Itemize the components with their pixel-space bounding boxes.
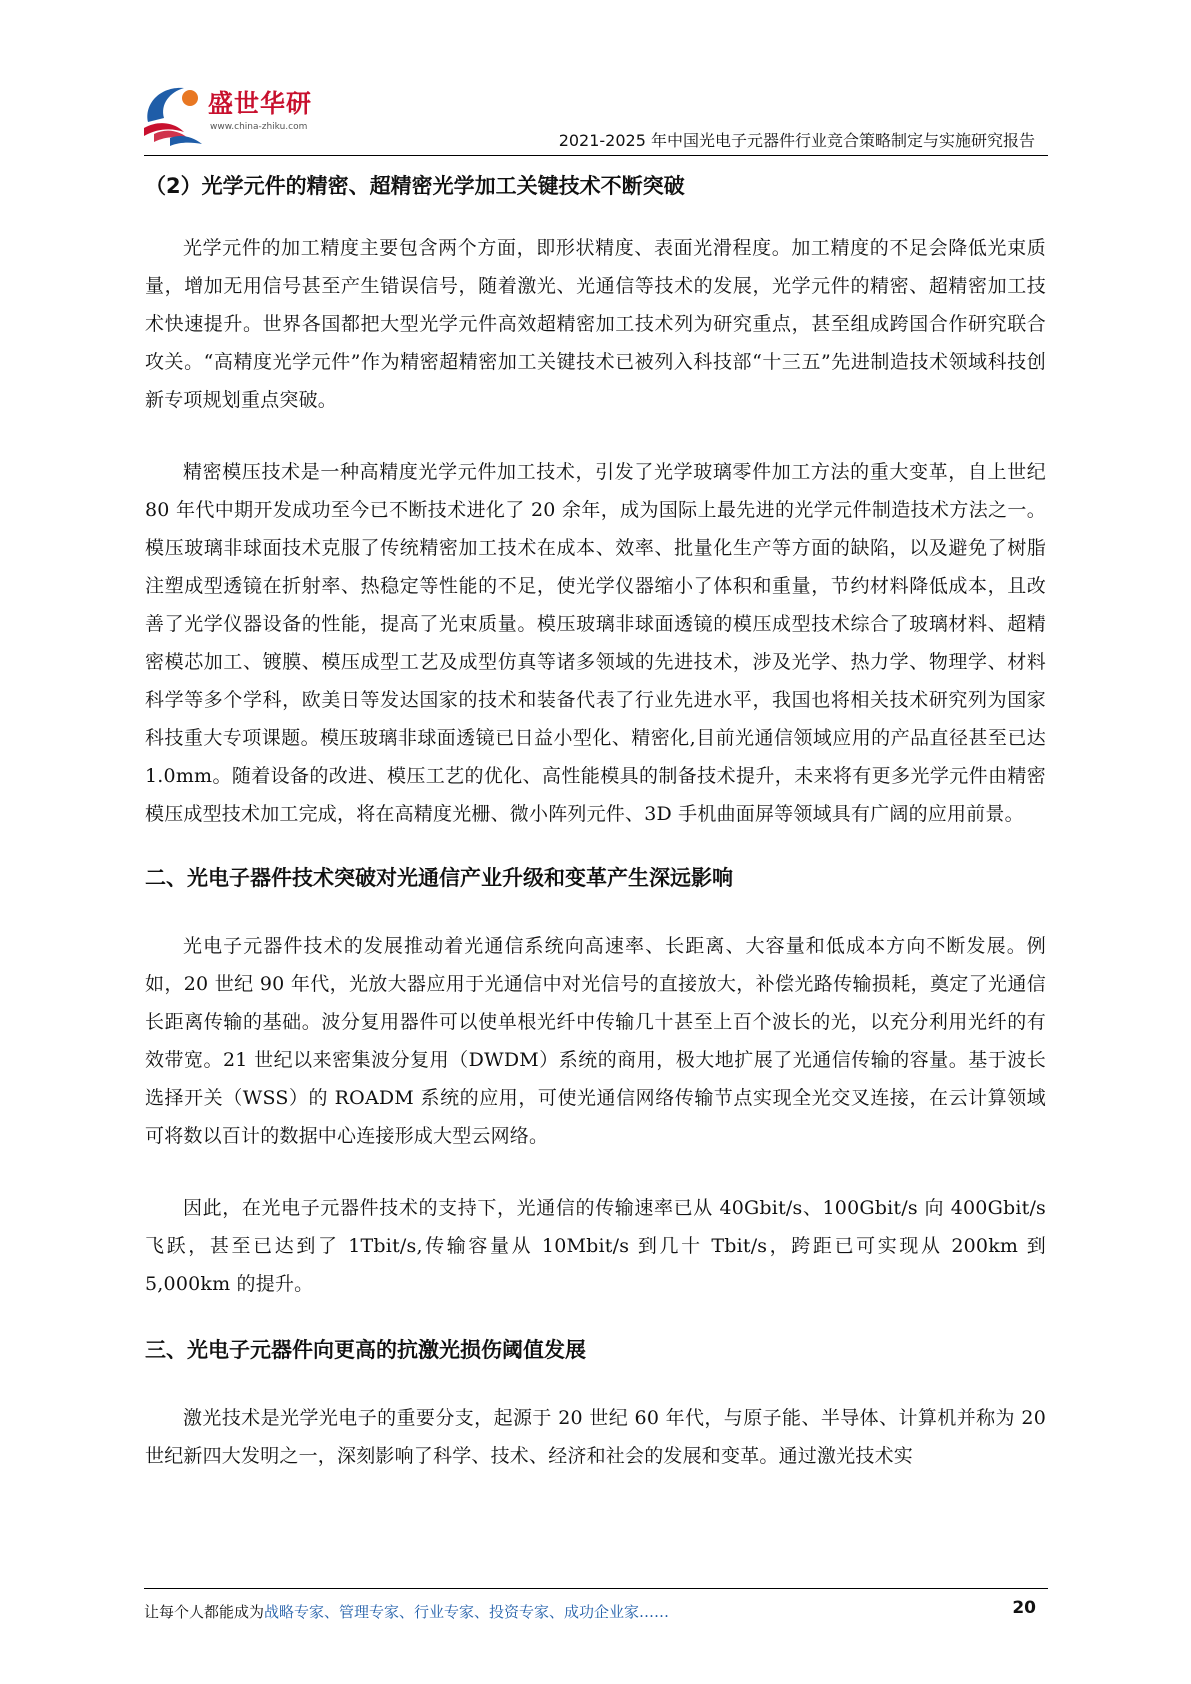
subheading-optical-precision: （2）光学元件的精密、超精密光学加工关键技术不断突破	[145, 174, 685, 198]
paragraph-laser-technology: 激光技术是光学光电子的重要分支，起源于 20 世纪 60 年代，与原子能、半导体、计算机并称为 20 世纪新四大发明之一，深刻影响了科学、技术、经济和社会的发展和变革。通过激光技术实	[145, 1407, 1046, 1467]
footer-slogan-highlight: 战略专家、管理专家、行业专家、投资专家、成功企业家……	[264, 1603, 670, 1621]
heading-laser-damage-threshold: 三、光电子元器件向更高的抗激光损伤阈值发展	[145, 1338, 586, 1362]
page-content	[145, 163, 1046, 1475]
heading-optical-communication-impact: 二、光电子器件技术突破对光通信产业升级和变革产生深远影响	[145, 866, 733, 890]
paragraph-communication-development: 光电子元器件技术的发展推动着光通信系统向高速率、长距离、大容量和低成本方向不断发展。例如，20 世纪 90 年代，光放大器应用于光通信中对光信号的直接放大，补偿光路传输损耗，奠定了光通信长距离传输的基础。波分复用器件可以使单根光纤中传输几十甚至上百个波长的光，以充分利用光纤的有效带宽。21 世纪以来密集波分复用（DWDM）系统的商用，极大地扩展了光通信传输的容量。基于波长选择开关（WSS）的 ROADM 系统的应用，可使光通信网络传输节点实现全光交叉连接，在云计算领域可将数以百计的数据中心连接形成大型云网络。	[145, 935, 1046, 1147]
company-logo	[140, 78, 313, 150]
paragraph-machining-accuracy: 光学元件的加工精度主要包含两个方面，即形状精度、表面光滑程度。加工精度的不足会降低光束质量，增加无用信号甚至产生错误信号，随着激光、光通信等技术的发展，光学元件的精密、超精密加工技术快速提升。世界各国都把大型光学元件高效超精密加工技术列为研究重点，甚至组成跨国合作研究联合攻关。“高精度光学元件”作为精密超精密加工关键技术已被列入科技部“十三五”先进制造技术领域科技创新专项规划重点突破。	[145, 237, 1046, 411]
header-divider	[144, 155, 1048, 156]
footer-slogan-prefix: 让每个人都能成为	[144, 1603, 265, 1621]
footer-slogan	[144, 1601, 669, 1622]
logo-name: 盛世华研	[208, 89, 313, 118]
page-number: 20	[1012, 1598, 1036, 1618]
logo-emblem-icon	[140, 78, 210, 150]
report-title: 2021-2025 年中国光电子元器件行业竞合策略制定与实施研究报告	[558, 131, 1035, 150]
paragraph-precision-molding: 精密模压技术是一种高精度光学元件加工技术，引发了光学玻璃零件加工方法的重大变革，自上世纪 80 年代中期开发成功至今已不断技术进化了 20 余年，成为国际上最先进的光学元件制造技术方法之一。模压玻璃非球面技术克服了传统精密加工技术在成本、效率、批量化生产等方面的缺陷，以及避免了树脂注塑成型透镜在折射率、热稳定等性能的不足，使光学仪器缩小了体积和重量，节约材料降低成本，且改善了光学仪器设备的性能，提高了光束质量。模压玻璃非球面透镜的模压成型技术综合了玻璃材料、超精密模芯加工、镀膜、模压成型工艺及成型仿真等诸多领域的先进技术，涉及光学、热力学、物理学、材料科学等多个学科，欧美日等发达国家的技术和装备代表了行业先进水平，我国也将相关技术研究列为国家科技重大专项课题。模压玻璃非球面透镜已日益小型化、精密化,目前光通信领域应用的产品直径甚至已达 1.0mm。随着设备的改进、模压工艺的优化、高性能模具的制备技术提升，未来将有更多光学元件由精密模压成型技术加工完成，将在高精度光栅、微小阵列元件、3D 手机曲面屏等领域具有广阔的应用前景。	[145, 461, 1046, 825]
logo-url: www.china-zhiku.com	[210, 122, 308, 132]
footer-divider	[144, 1588, 1048, 1589]
paragraph-transmission-rates: 因此，在光电子元器件技术的支持下，光通信的传输速率已从 40Gbit/s、100Gbit/s 向 400Gbit/s 飞跃，甚至已达到了 1Tbit/s,传输容量从 10Mbit/s 到几十 Tbit/s，跨距已可实现从 200km 到 5,000km 的提升。	[145, 1197, 1046, 1295]
